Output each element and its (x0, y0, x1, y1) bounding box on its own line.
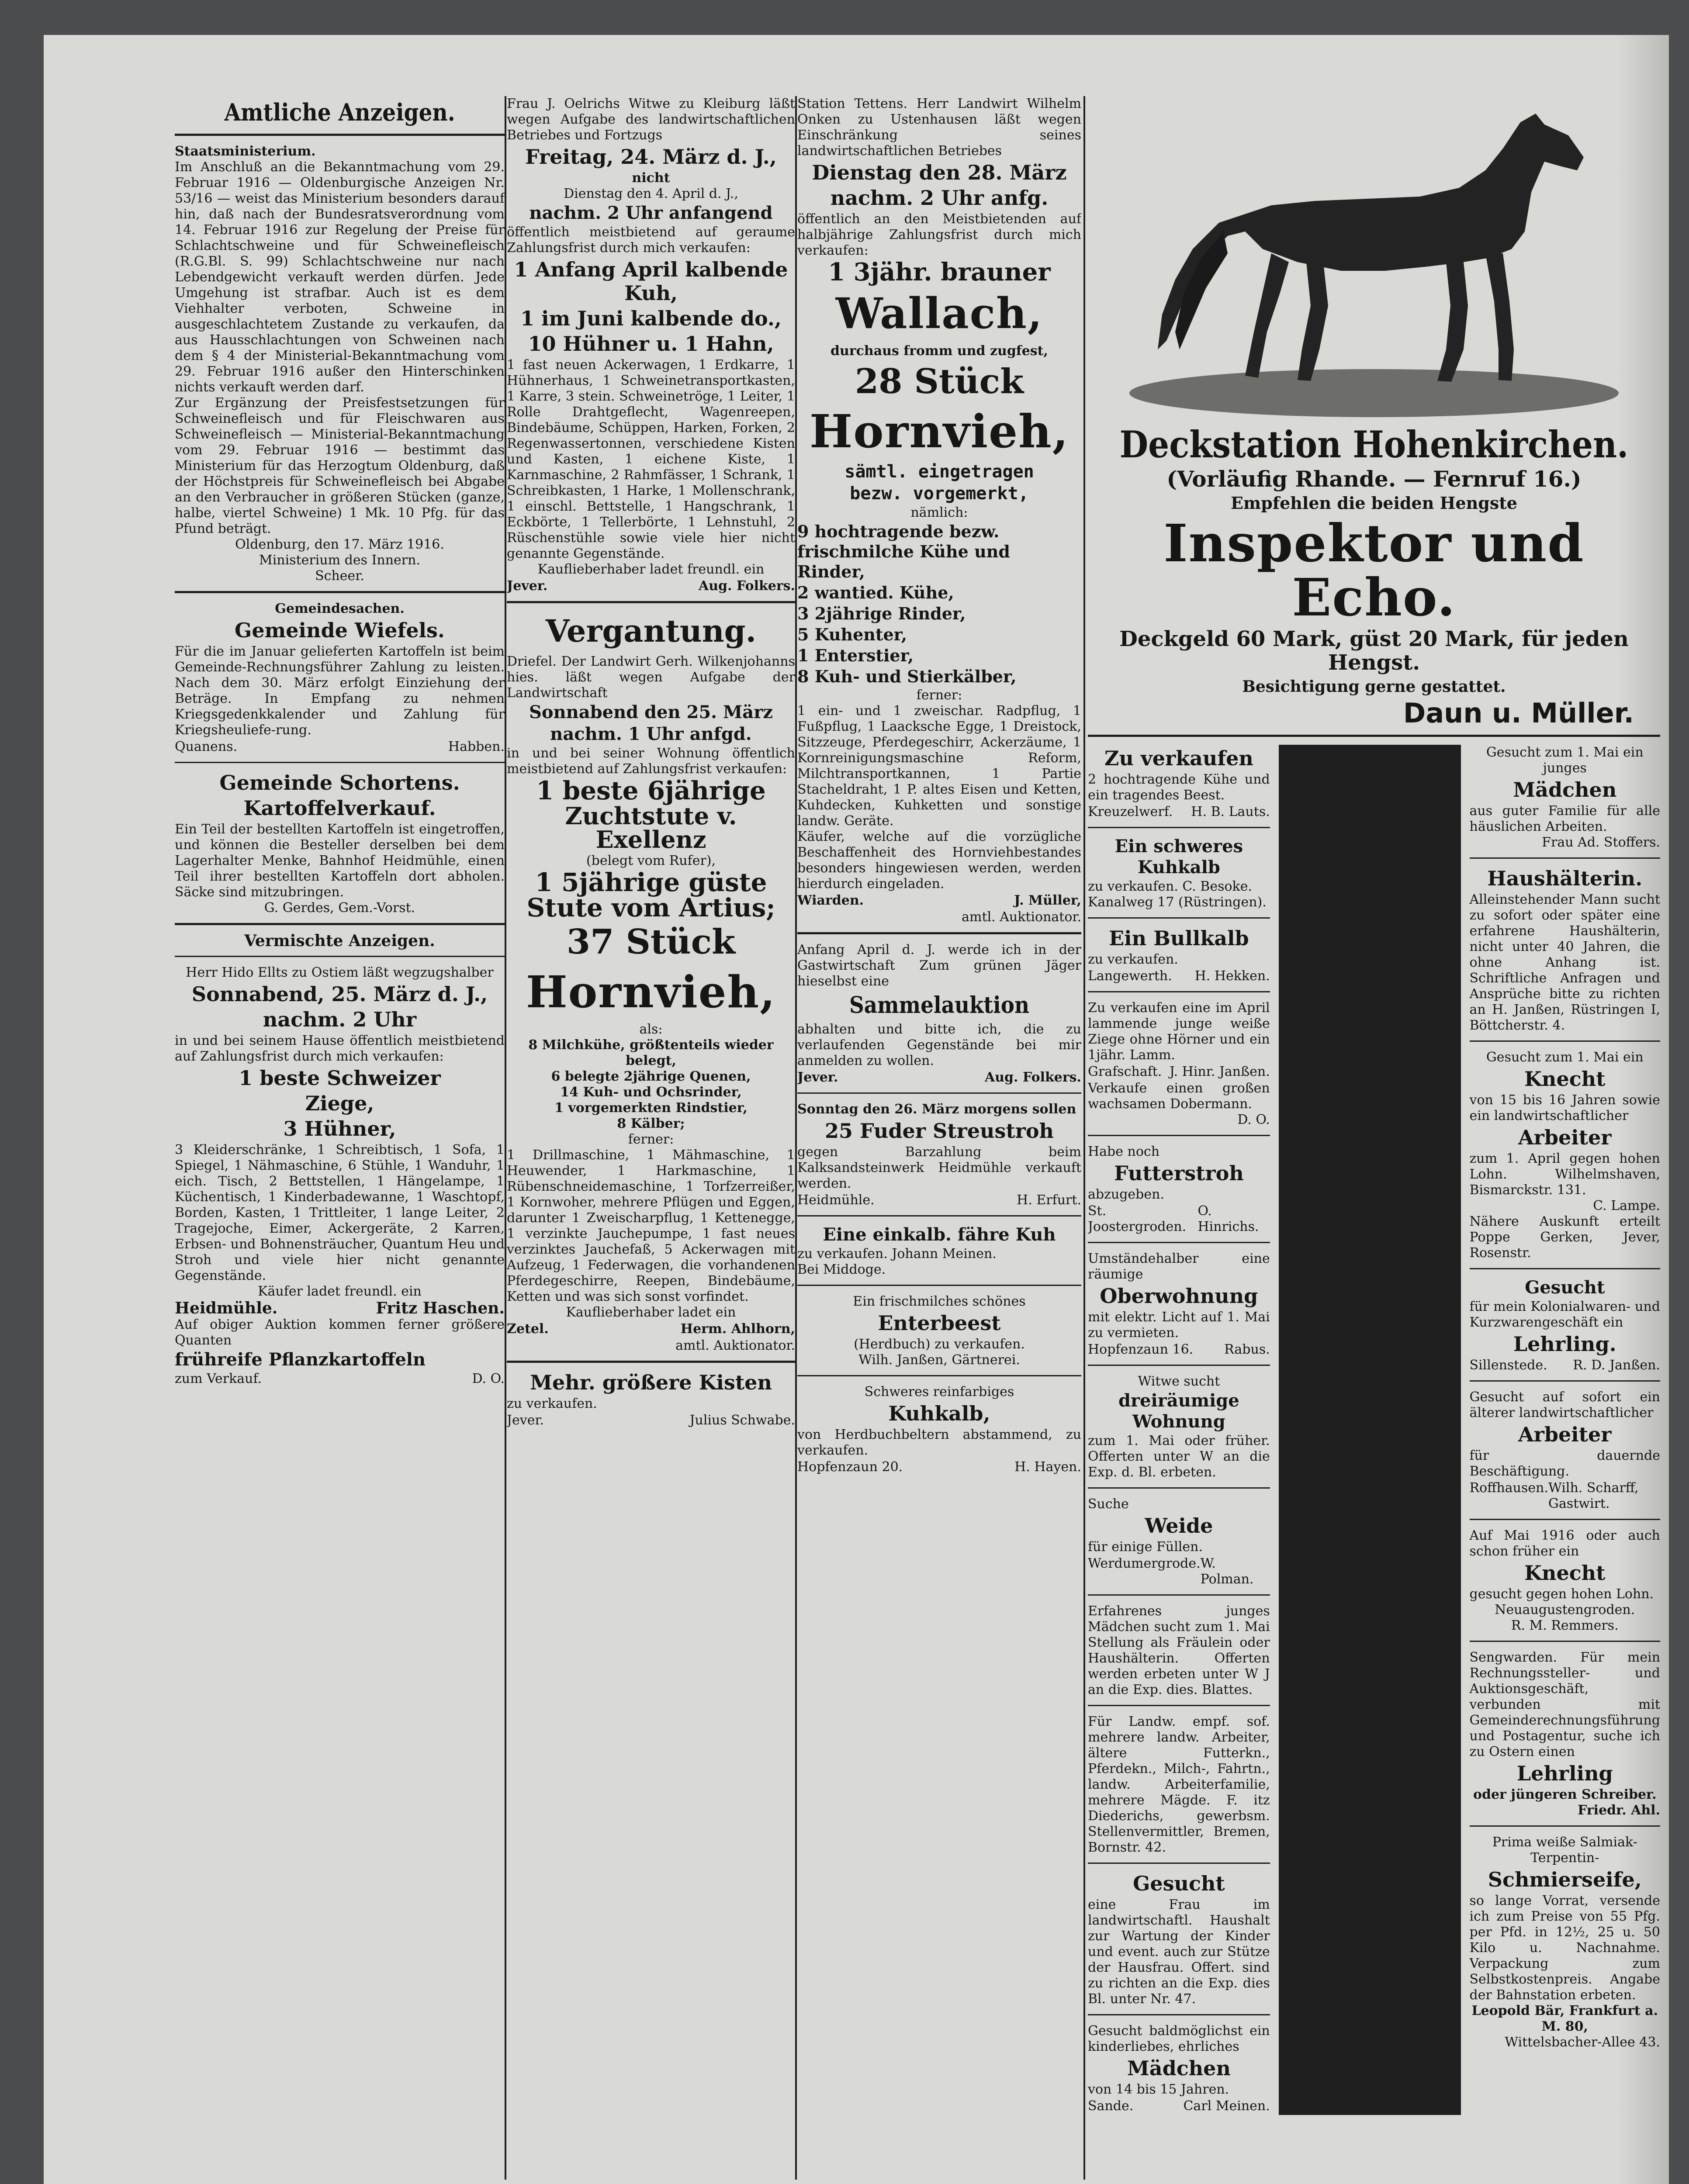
notice-body-schortens: Ein Teil der bestellten Kartoffeln ist eingetroffen, und können die Besteller derselben bei dem Lagerhalter Menke, Bahnhof Heidmühle, einen Teil ihrer bestellten Kartoffeln dort abholen. Säcke sind mitzubringen. (175, 822, 505, 900)
divider (1470, 1380, 1661, 1382)
auction-date: Sonnabend, 25. März d. J., (191, 982, 488, 1006)
vergantung-item: 1 5jährige güste (535, 867, 767, 897)
pasture-title: Weide (1145, 1514, 1213, 1538)
vergantung-item: Stute vom Artius; (526, 893, 775, 923)
divider (1088, 991, 1270, 992)
soap-address: Wittelsbacher-Allee 43. (1505, 2035, 1660, 2050)
divider (175, 923, 505, 925)
stud-signature: Daun u. Müller. (1403, 697, 1634, 729)
divider (507, 601, 795, 603)
auction-time: nachm. 2 Uhr anfg. (830, 186, 1049, 210)
ministry-body: Im Anschluß an die Bekanntmachung vom 29. Februar 1916 — Oldenburgische Anzeigen Nr. 53/16 — weist das Ministerium besonders darauf hin, daß nach der Bundesratsverordnung vom 14. Februar 1916 zur Regelung der Preise für Schlachtschweine und für Schweinefleisch (R.G.Bl. S. 99) Schlachtschweine nur nach Lebendgewicht verkauft werden dürfen. Jede Umgehung ist strafbar. Auch ist es dem Viehhalter verboten, Schweine in ausgeschlachtetem Zustande zu verkaufen, da aus Hausschlachtungen von Schweinen nach dem § 4 der Ministerial-Bekanntmachung vom 29. Februar 1916 außer den Hinterschinken nichts verkauft werden darf. (175, 159, 505, 395)
apprentice-intro-title: Gesucht (1525, 1277, 1605, 1298)
auction-item-note: durchaus fromm und zugfest, (831, 343, 1048, 359)
auction-buyer-note: Kauflieberhaber ladet freundl. ein (537, 562, 765, 577)
vergantung-item-note: (belegt vom Rufer), (586, 853, 716, 868)
calf-body: von Herdbuchbeltern abstammend, zu verkaufen. (797, 1427, 1081, 1458)
apprentice2-signature: Friedr. Ahl. (1578, 1803, 1660, 1818)
apprentice2-title: Lehrling (1516, 1762, 1613, 1785)
column-3 (797, 96, 1081, 1476)
collective-auction-intro: Anfang April d. J. werde ich in der Gastwirtschaft Zum grünen Jäger hieselbst eine (797, 942, 1081, 989)
auction-note-item: frühreife Pflanzkartoffeln (175, 1349, 426, 1370)
stud-visit-note: Besichtigung gerne gestattet. (1242, 677, 1506, 696)
auction-item: Ziege, (305, 1092, 374, 1115)
auction-date-2: Dienstag den 4. April d. J., (564, 186, 738, 201)
calf-ad-body-2: Kanalweg 17 (Rüstringen). (1088, 895, 1267, 910)
vergantung-item: 37 Stück (566, 922, 736, 962)
auction-note: Auf obiger Auktion kommen ferner größere Quanten (175, 1317, 505, 1348)
housekeeper-body: Alleinstehender Mann sucht zu sofort oder später eine erfahrene Haushälterin, nicht unter 40 Jahren, die ohne Anhang ist. Schriftliche Anfragen und Ansprüche bitte zu richten an H. Janßen, Rüstringen I, Böttcherstr. 4. (1469, 892, 1660, 1033)
auction-intro: Station Tettens. Herr Landwirt Wilhelm Onken zu Ustenhausen läßt wegen Einschränkung seines landwirtschaftlichen Betriebes (797, 96, 1081, 159)
misc-heading: Vermischte Anzeigen. (244, 932, 435, 950)
worker2-signature: Roffhausen. Wilh. Scharff, Gastwirt. (1469, 1480, 1639, 1511)
vergantung-list-item: 8 Kälber; (617, 1116, 685, 1131)
flat-wanted-body: zum 1. Mai oder früher. Offerten unter W an die Exp. d. Bl. erbeten. (1088, 1433, 1270, 1480)
farmhand2-body: gesucht gegen hohen Lohn. (1469, 1586, 1654, 1602)
auction-list-item: 9 hochtragende bezw. frischmilche Kühe und Rinder, (797, 522, 1010, 581)
divider (175, 591, 505, 593)
vergantung-list-item: 1 vorgemerkten Rindstier, (554, 1100, 748, 1116)
auction-item: 1 im Juni kalbende do., (520, 307, 782, 330)
vergantung-role: amtl. Auktionator. (675, 1338, 795, 1353)
straw-title: 25 Fuder Streustroh (825, 1119, 1054, 1143)
vergantung-ferner: ferner: (628, 1132, 674, 1147)
auction-item: bezw. vorgemerkt, (850, 484, 1029, 504)
maid-body: aus guter Familie für alle häuslichen Arbeiten. (1469, 803, 1660, 834)
divider (1088, 1135, 1270, 1136)
calf-ad-body: zu verkaufen. C. Besoke. (1088, 879, 1253, 894)
bull-calf-title: Ein Bullkalb (1109, 926, 1249, 950)
ministry-body-2: Zur Ergänzung der Preisfestsetzungen für Schweinefleisch und für Fleischwaren aus Schweinefleisch — Ministerial-Bekanntmachung vom 29. Februar 1916 — bestimmt das Ministerium für das Herzogtum Oldenburg, daß der Höchstpreis für Schweinefleisch bei Abgabe an den Verbraucher in größeren Stücken (ganze, halbe, viertel Schweine) 1 Mk. 10 Pfg. für das Pfund beträgt. (175, 395, 505, 536)
auction-list-item: 5 Kuhenter, (797, 625, 907, 644)
heifer-body: (Herdbuch) zu verkaufen. (854, 1337, 1025, 1352)
divider (797, 932, 1081, 934)
housekeeper-title: Haushälterin. (1487, 867, 1643, 890)
pasture-body: für einige Füllen. (1088, 1539, 1203, 1555)
column-rule-3 (1083, 96, 1085, 2180)
municipal-heading: Gemeindesachen. (275, 601, 405, 616)
maid-intro: Gesucht zum 1. Mai ein junges (1486, 745, 1644, 776)
divider (1470, 1641, 1661, 1642)
upper-flat-intro: Umständehalber eine räumige (1088, 1251, 1270, 1282)
worker-body: zum 1. April gegen hohen Lohn. Wilhelmshaven, Bismarckstr. 131. (1469, 1151, 1660, 1198)
wanted-title: Gesucht (1133, 1872, 1225, 1895)
column-rule-2 (795, 96, 797, 2180)
divider (1088, 1487, 1270, 1489)
heifer-signature: Wilh. Janßen, Gärtnerei. (858, 1352, 1020, 1368)
auction-item: Wallach, (835, 289, 1043, 338)
soap-signature: Leopold Bär, Frankfurt a. M. 80, (1471, 2003, 1658, 2034)
vergantung-item: Hornvieh, (526, 966, 776, 1018)
flat-wanted-intro: Witwe sucht (1138, 1374, 1220, 1389)
upper-flat-body: mit elektr. Licht auf 1. Mai zu vermieten. (1088, 1310, 1270, 1341)
stud-fee: Deckgeld 60 Mark, güst 20 Mark, für jeden Hengst. (1119, 627, 1629, 675)
apprentice-title: Lehrling. (1513, 1332, 1616, 1356)
apprentice2-intro: Sengwarden. Für mein Rechnungssteller- und Auktionsgeschäft, verbunden mit Gemeinderechnungsführung und Postagentur, suche ich zu Ostern einen (1469, 1650, 1660, 1759)
ministry-signature-name: Scheer. (315, 568, 364, 584)
apprentice-intro: für mein Kolonialwaren- und Kurzwarengeschäft ein (1469, 1299, 1660, 1330)
column-1 (175, 96, 505, 1388)
vergantung-als: als: (639, 1022, 663, 1037)
auction-signature: Wiarden. J. Müller, (797, 893, 1081, 908)
apprentice2-body: oder jüngeren Schreiber. (1473, 1787, 1657, 1802)
cow-body-2: Bei Middoge. (797, 1262, 886, 1277)
upper-flat-title: Oberwohnung (1100, 1284, 1258, 1308)
vergantung-list-item: 14 Kuh- und Ochsrinder, (560, 1085, 742, 1100)
auction-time: nachm. 2 Uhr (263, 1008, 417, 1031)
calf-title: Kuhkalb, (888, 1402, 990, 1425)
wanted-body: eine Frau im landwirtschaftl. Haushalt zur Wartung der Kinder und event. auch zur Stütze der Hausfrau. Offert. sind zu richten an die Exp. dies Bl. unter Nr. 47. (1088, 1897, 1270, 2007)
small-ads-right (1470, 745, 1661, 2115)
dog-signature: D. O. (1237, 1112, 1270, 1127)
crates-title: Mehr. größere Kisten (530, 1371, 772, 1394)
divider (1088, 1242, 1270, 1243)
ministry-date: Oldenburg, den 17. März 1916. (235, 537, 444, 552)
divider (797, 1215, 1081, 1216)
divider (175, 956, 505, 957)
column-rule-1 (505, 96, 506, 2180)
auction-body: öffentlich an den Meistbietenden auf halbjährige Zahlungsfrist durch mich verkaufen: (797, 211, 1081, 258)
pasture-signature: Werdumergrode. W. Polman. (1088, 1556, 1254, 1587)
auction-item: 3 Hühner, (283, 1117, 396, 1140)
auction-signature: Jever. Aug. Folkers. (507, 578, 795, 594)
girl-wanted-intro: Gesucht baldmöglichst ein kinderliebes, ehrliches (1088, 2023, 1270, 2054)
collective-auction-title: Sammelauktion (849, 992, 1030, 1019)
fodder-title: Futterstroh (1114, 1161, 1244, 1185)
column-2 (507, 96, 795, 1429)
notice-signature: Quanens. Habben. (175, 739, 505, 754)
divider (797, 1375, 1081, 1376)
for-sale-title: Zu verkaufen (1104, 746, 1253, 770)
section-title-official: Amtliche Anzeigen. (224, 98, 455, 126)
farmhand2-intro: Auf Mai 1916 oder auch schon früher ein (1469, 1528, 1660, 1559)
notice-title-schortens: Gemeinde Schortens. (219, 771, 460, 795)
worker-signature: C. Lampe. (1593, 1198, 1660, 1213)
worker2-intro: Gesucht auf sofort ein älterer landwirtschaftlicher (1469, 1389, 1660, 1420)
stallion-names: Inspektor und Echo. (1163, 513, 1585, 628)
vergantung-item: 1 beste 6jährige (536, 776, 766, 805)
calf-intro: Schweres reinfarbiges (864, 1384, 1014, 1400)
bull-calf-body: zu verkaufen. (1088, 952, 1178, 967)
auction-note: Käufer, welche auf die vorzügliche Beschaffenheit des Hornviehbestandes besonders hingewiesen werden, werden hierdurch eingeladen. (797, 829, 1081, 892)
divider (507, 1361, 795, 1363)
goat-signature: Grafschaft. J. Hinr. Janßen. (1088, 1064, 1270, 1079)
auction-item: 1 3jähr. brauner (828, 258, 1051, 287)
vergantung-list-item: 8 Milchkühe, größtenteils wieder belegt, (528, 1037, 774, 1068)
heifer-intro: Ein frischmilches schönes (853, 1294, 1026, 1309)
vergantung-body: in und bei seiner Wohnung öffentlich meistbietend auf Zahlungsfrist verkaufen: (507, 746, 795, 777)
auction-list-item: 1 Enterstier, (797, 646, 914, 665)
fodder-body: abzugeben. (1088, 1187, 1164, 1202)
auction-body: öffentlich meistbietend auf geraume Zahlungsfrist durch mich verkaufen: (507, 225, 795, 256)
auction-time: nachm. 2 Uhr anfangend (529, 203, 773, 223)
calf-signature: Hopfenzaun 20. H. Hayen. (797, 1459, 1081, 1475)
soap-intro: Prima weiße Salmiak-Terpentin- (1492, 1835, 1637, 1866)
divider (1088, 917, 1270, 919)
agency-body: Für Landw. empf. sof. mehrere landw. Arbeiter, ältere Futterkn., Pferdekn., Milch-, Fahrtn., landw. Arbeiterfamilie, mehrere Mägde. F. itz Diederichs, gewerbsm. Stellenvermittler, Bremen, Bornstr. 42. (1088, 1714, 1270, 1855)
flat-wanted-title: dreiräumige Wohnung (1118, 1390, 1239, 1432)
auction-item: 28 Stück (855, 362, 1024, 401)
auction-nicht: nicht (632, 170, 670, 186)
column-4 (1088, 96, 1660, 2115)
ministry-signature: Ministerium des Innern. (259, 553, 420, 568)
apprentice-signature: Sillenstede. R. D. Janßen. (1469, 1358, 1660, 1373)
auction-body: in und bei seinem Hause öffentlich meistbietend auf Zahlungsfrist durch mich verkaufen: (175, 1033, 505, 1064)
worker2-title: Arbeiter (1518, 1423, 1612, 1446)
notice-subtitle-potato-sale: Kartoffelverkauf. (243, 796, 436, 820)
notice-signature: G. Gerdes, Gem.-Vorst. (264, 900, 415, 916)
auction-buyer-note: Käufer ladet freundl. ein (258, 1284, 422, 1299)
divider (1088, 1863, 1270, 1864)
soap-title: Schmierseife, (1488, 1868, 1642, 1891)
farmhand-intro: Gesucht zum 1. Mai ein (1486, 1050, 1644, 1065)
auction-item: sämtl. eingetragen (844, 462, 1034, 482)
auction-item: 1 Anfang April kalbende Kuh, (514, 258, 788, 305)
girl-wanted-title: Mädchen (1127, 2056, 1231, 2080)
fodder-intro: Habe noch (1088, 1144, 1160, 1159)
cow-body: zu verkaufen. Johann Meinen. (797, 1246, 997, 1261)
vergantung-date: Sonnabend den 25. März (529, 702, 773, 722)
vergantung-time: nachm. 1 Uhr anfgd. (550, 724, 752, 744)
crates-body: zu verkaufen. (507, 1396, 597, 1411)
divider (175, 134, 505, 136)
dog-note: Verkaufe einen großen wachsamen Dobermann. (1088, 1081, 1270, 1112)
worker-note: Nähere Auskunft erteilt Poppe Gerken, Jever, Rosenstr. (1469, 1214, 1660, 1261)
cow-title: Eine einkalb. fähre Kuh (823, 1224, 1056, 1245)
notice-title-wiefels: Gemeinde Wiefels. (235, 619, 445, 642)
auction-list: 1 fast neuen Ackerwagen, 1 Erdkarre, 1 Hühnerhaus, 1 Schweinetransportkasten, 1 Karre, 3 stein. Schweinetröge, 1 Leiter, 1 Rolle Drahtgeflecht, Wagenreepen, Bindebäume, Schüppen, Harken, Forken, 2 Regenwassertonnen, verschiedene Kisten und Kasten, 1 eichene Kiste, 1 Karnmaschine, 2 Rahmfässer, 1 Schrank, 1 Schreibkasten, 1 Harke, 1 Mollenschrank, 1 einschl. Bettstelle, 1 Hangschrank, 1 Eckbörte, 1 Tellerbörte, 1 Lehnstuhl, 2 Rüschenstühle sowie viele hier nicht genannte Gegenstände. (507, 357, 795, 561)
divider (1088, 1594, 1270, 1596)
divider (1088, 1705, 1270, 1706)
ministry-heading: Staatsministerium. (175, 144, 316, 159)
stud-station-subtitle: (Vorläufig Rhande. — Fernruf 16.) (1166, 466, 1582, 492)
divider (1470, 1519, 1661, 1520)
auction-list-item: 8 Kuh- und Stierkälber, (797, 667, 1017, 686)
goat-body: Zu verkaufen eine im April lammende junge weiße Ziege ohne Hörner und ein 1jähr. Lamm. (1088, 1000, 1270, 1063)
divider (797, 1092, 1081, 1094)
auction-list: 1 ein- und 1 zweischar. Radpflug, 1 Fußpflug, 1 Laacksche Egge, 1 Dreistock, Sitzzeuge, Pferdegeschirr, Ackerzäume, 1 Kornreinigungsmaschine Reform, Milchtransportkannen, 1 Partie Stacheldraht, 1 P. altes Eisen und Ketten, Kuhdecken, Kuhketten und sonstige landw. Geräte. (797, 703, 1081, 829)
auction-signature: Heidmühle. Fritz Haschen. (175, 1299, 505, 1317)
vergantung-item: Zuchtstute v. Exellenz (565, 802, 737, 854)
maid-title: Mädchen (1513, 778, 1617, 802)
auction-list: 3 Kleiderschränke, 1 Schreibtisch, 1 Sofa, 1 Spiegel, 1 Nähmaschine, 6 Stühle, 1 Wanduhr, 1 eich. Tisch, 2 Bettstellen, 1 Hängelampe, 1 Küchentisch, 1 Kinderbadewanne, 1 Waschtopf, Borden, Kasten, 1 Trittleiter, 1 lange Leiter, 2 Tragejoche, Eimer, Ackergeräte, 2 Karren, Erbsen- und Bohnensträucher, Quantum Heu und Stroh und viele hier nicht genannte Gegenstände. (175, 1142, 505, 1283)
auction-naemlich: nämlich: (910, 505, 968, 520)
pasture-intro: Suche (1088, 1496, 1129, 1512)
fodder-signature: St. Joostergroden. O. Hinrichs. (1088, 1203, 1259, 1234)
vergantung-buyer-note: Kauflieberhaber ladet ein (566, 1305, 736, 1320)
vergantung-signature: Zetel. Herm. Ahlhorn, (507, 1321, 795, 1337)
auction-list-item: 3 2jährige Rinder, (797, 604, 966, 623)
vergantung-list-item: 6 belegte 2jährige Quenen, (551, 1069, 751, 1084)
heifer-title: Enterbeest (878, 1311, 1001, 1335)
vergantung-intro: Driefel. Der Landwirt Gerh. Wilkenjohanns hies. läßt wegen Aufgabe der Landwirtschaft (507, 654, 795, 701)
divider (1088, 2014, 1270, 2015)
stud-station-intro: Empfehlen die beiden Hengste (1231, 493, 1517, 513)
auction-role: amtl. Auktionator. (962, 909, 1081, 925)
column-rule-4 (1279, 745, 1461, 2115)
calf-ad-title: Ein schweres Kuhkalb (1114, 836, 1243, 878)
stud-station-title: Deckstation Hohenkirchen. (1119, 423, 1629, 466)
auction-note-signature: zum Verkauf. D. O. (175, 1371, 505, 1386)
divider (1470, 1268, 1661, 1269)
vergantung-title: Vergantung. (546, 613, 756, 649)
divider (1088, 827, 1270, 828)
auction-date: Freitag, 24. März d. J., (525, 145, 777, 169)
collective-auction-body: abhalten und bitte ich, die zu verlaufenden Gegenstände bei mir anmelden zu wollen. (797, 1022, 1081, 1068)
divider (175, 762, 505, 763)
maid-signature: Frau Ad. Stoffers. (1542, 835, 1660, 850)
bull-calf-signature: Langewerth. H. Hekken. (1088, 968, 1270, 984)
divider (1088, 735, 1660, 737)
auction-list-item: 2 wantied. Kühe, (797, 583, 954, 602)
farmhand-title: Knecht (1524, 1067, 1606, 1091)
auction-item: 10 Hühner u. 1 Hahn, (528, 332, 774, 356)
vergantung-list: 1 Drillmaschine, 1 Mähmaschine, 1 Heuwender, 1 Harkmaschine, 1 Rübenschneidemaschine, 1 Torfzerreißer, 1 Kornwoher, mehrere Pflügen und Eggen, darunter 1 Zweischarpflug, 1 Kettenegge, 1 verzinkte Jauchepumpe, 1 fast neues verzinktes Jauchefaß, 5 Ackerwagen mit Aufzeug, 1 Federwagen, die vorhandenen Pferdegeschirre, Reepen, Bindebäume, Ketten und was sich sonst vorfindet. (507, 1147, 795, 1304)
divider (1470, 857, 1661, 859)
notice-body-wiefels: Für die im Januar gelieferten Kartoffeln ist beim Gemeinde-Rechnungsführer Zahlung zu leisten. Nach dem 30. März erfolgt Einziehung der Beträge. In Empfang zu nehmen Kriegsgedenkkalender und Zahlung für Kriegsheuliefe-rung. (175, 644, 505, 738)
small-ads-area (1088, 745, 1660, 2115)
horse-illustration (1114, 105, 1634, 419)
auction-item: 1 beste Schweizer (239, 1066, 441, 1090)
straw-body: gegen Barzahlung beim Kalksandsteinwerk Heidmühle verkauft werden. (797, 1144, 1081, 1191)
auction-date: Dienstag den 28. März (812, 161, 1067, 184)
divider (797, 1285, 1081, 1286)
straw-signature: Heidmühle. H. Erfurt. (797, 1192, 1081, 1208)
worker2-body: für dauernde Beschäftigung. (1469, 1448, 1660, 1479)
girl-wanted-body: von 14 bis 15 Jahren. (1088, 2082, 1229, 2097)
auction-item: Hornvieh, (810, 404, 1069, 458)
auction-ferner: ferner: (916, 688, 962, 703)
collective-auction-signature: Jever. Aug. Folkers. (797, 1070, 1081, 1085)
small-ads-left (1088, 745, 1270, 2115)
for-sale-body: 2 hochtragende Kühe und ein tragendes Beest. (1088, 772, 1270, 803)
divider (1470, 1825, 1661, 1827)
crates-signature: Jever. Julius Schwabe. (507, 1413, 795, 1428)
auction-intro: Herr Hido Ellts zu Ostiem läßt wegzugshalber (186, 965, 494, 980)
girl-wanted-signature: Sande. Carl Meinen. (1088, 2098, 1270, 2114)
position-wanted-body: Erfahrenes junges Mädchen sucht zum 1. Mai Stellung als Fräulein oder Haushälterin. Offerten werden erbeten unter W J an die Exp. dies. Blattes. (1088, 1603, 1270, 1697)
soap-body: so lange Vorrat, versende ich zum Preise von 55 Pfg. per Pfd. in 12½, 25 u. 50 Kilo u. Nachnahme. Verpackung zum Selbstkostenpreis. Angabe der Bahnstation erbeten. (1469, 1893, 1660, 2003)
farmhand-body: von 15 bis 16 Jahren sowie ein landwirtschaftlicher (1469, 1092, 1660, 1123)
farmhand2-signature: R. M. Remmers. (1511, 1618, 1619, 1633)
worker-title: Arbeiter (1518, 1126, 1612, 1149)
for-sale-signature: Kreuzelwerf. H. B. Lauts. (1088, 804, 1270, 819)
upper-flat-signature: Hopfenzaun 16. Rabus. (1088, 1342, 1270, 1357)
straw-intro: Sonntag den 26. März morgens sollen (797, 1102, 1076, 1117)
farmhand2-title: Knecht (1524, 1561, 1606, 1585)
divider (1088, 1365, 1270, 1366)
farmhand2-place: Neuaugustengroden. (1495, 1602, 1635, 1617)
auction-intro: Frau J. Oelrichs Witwe zu Kleiburg läßt wegen Aufgabe des landwirtschaftlichen Betriebes und Fortzugs (507, 96, 795, 143)
divider (1470, 1040, 1661, 1042)
